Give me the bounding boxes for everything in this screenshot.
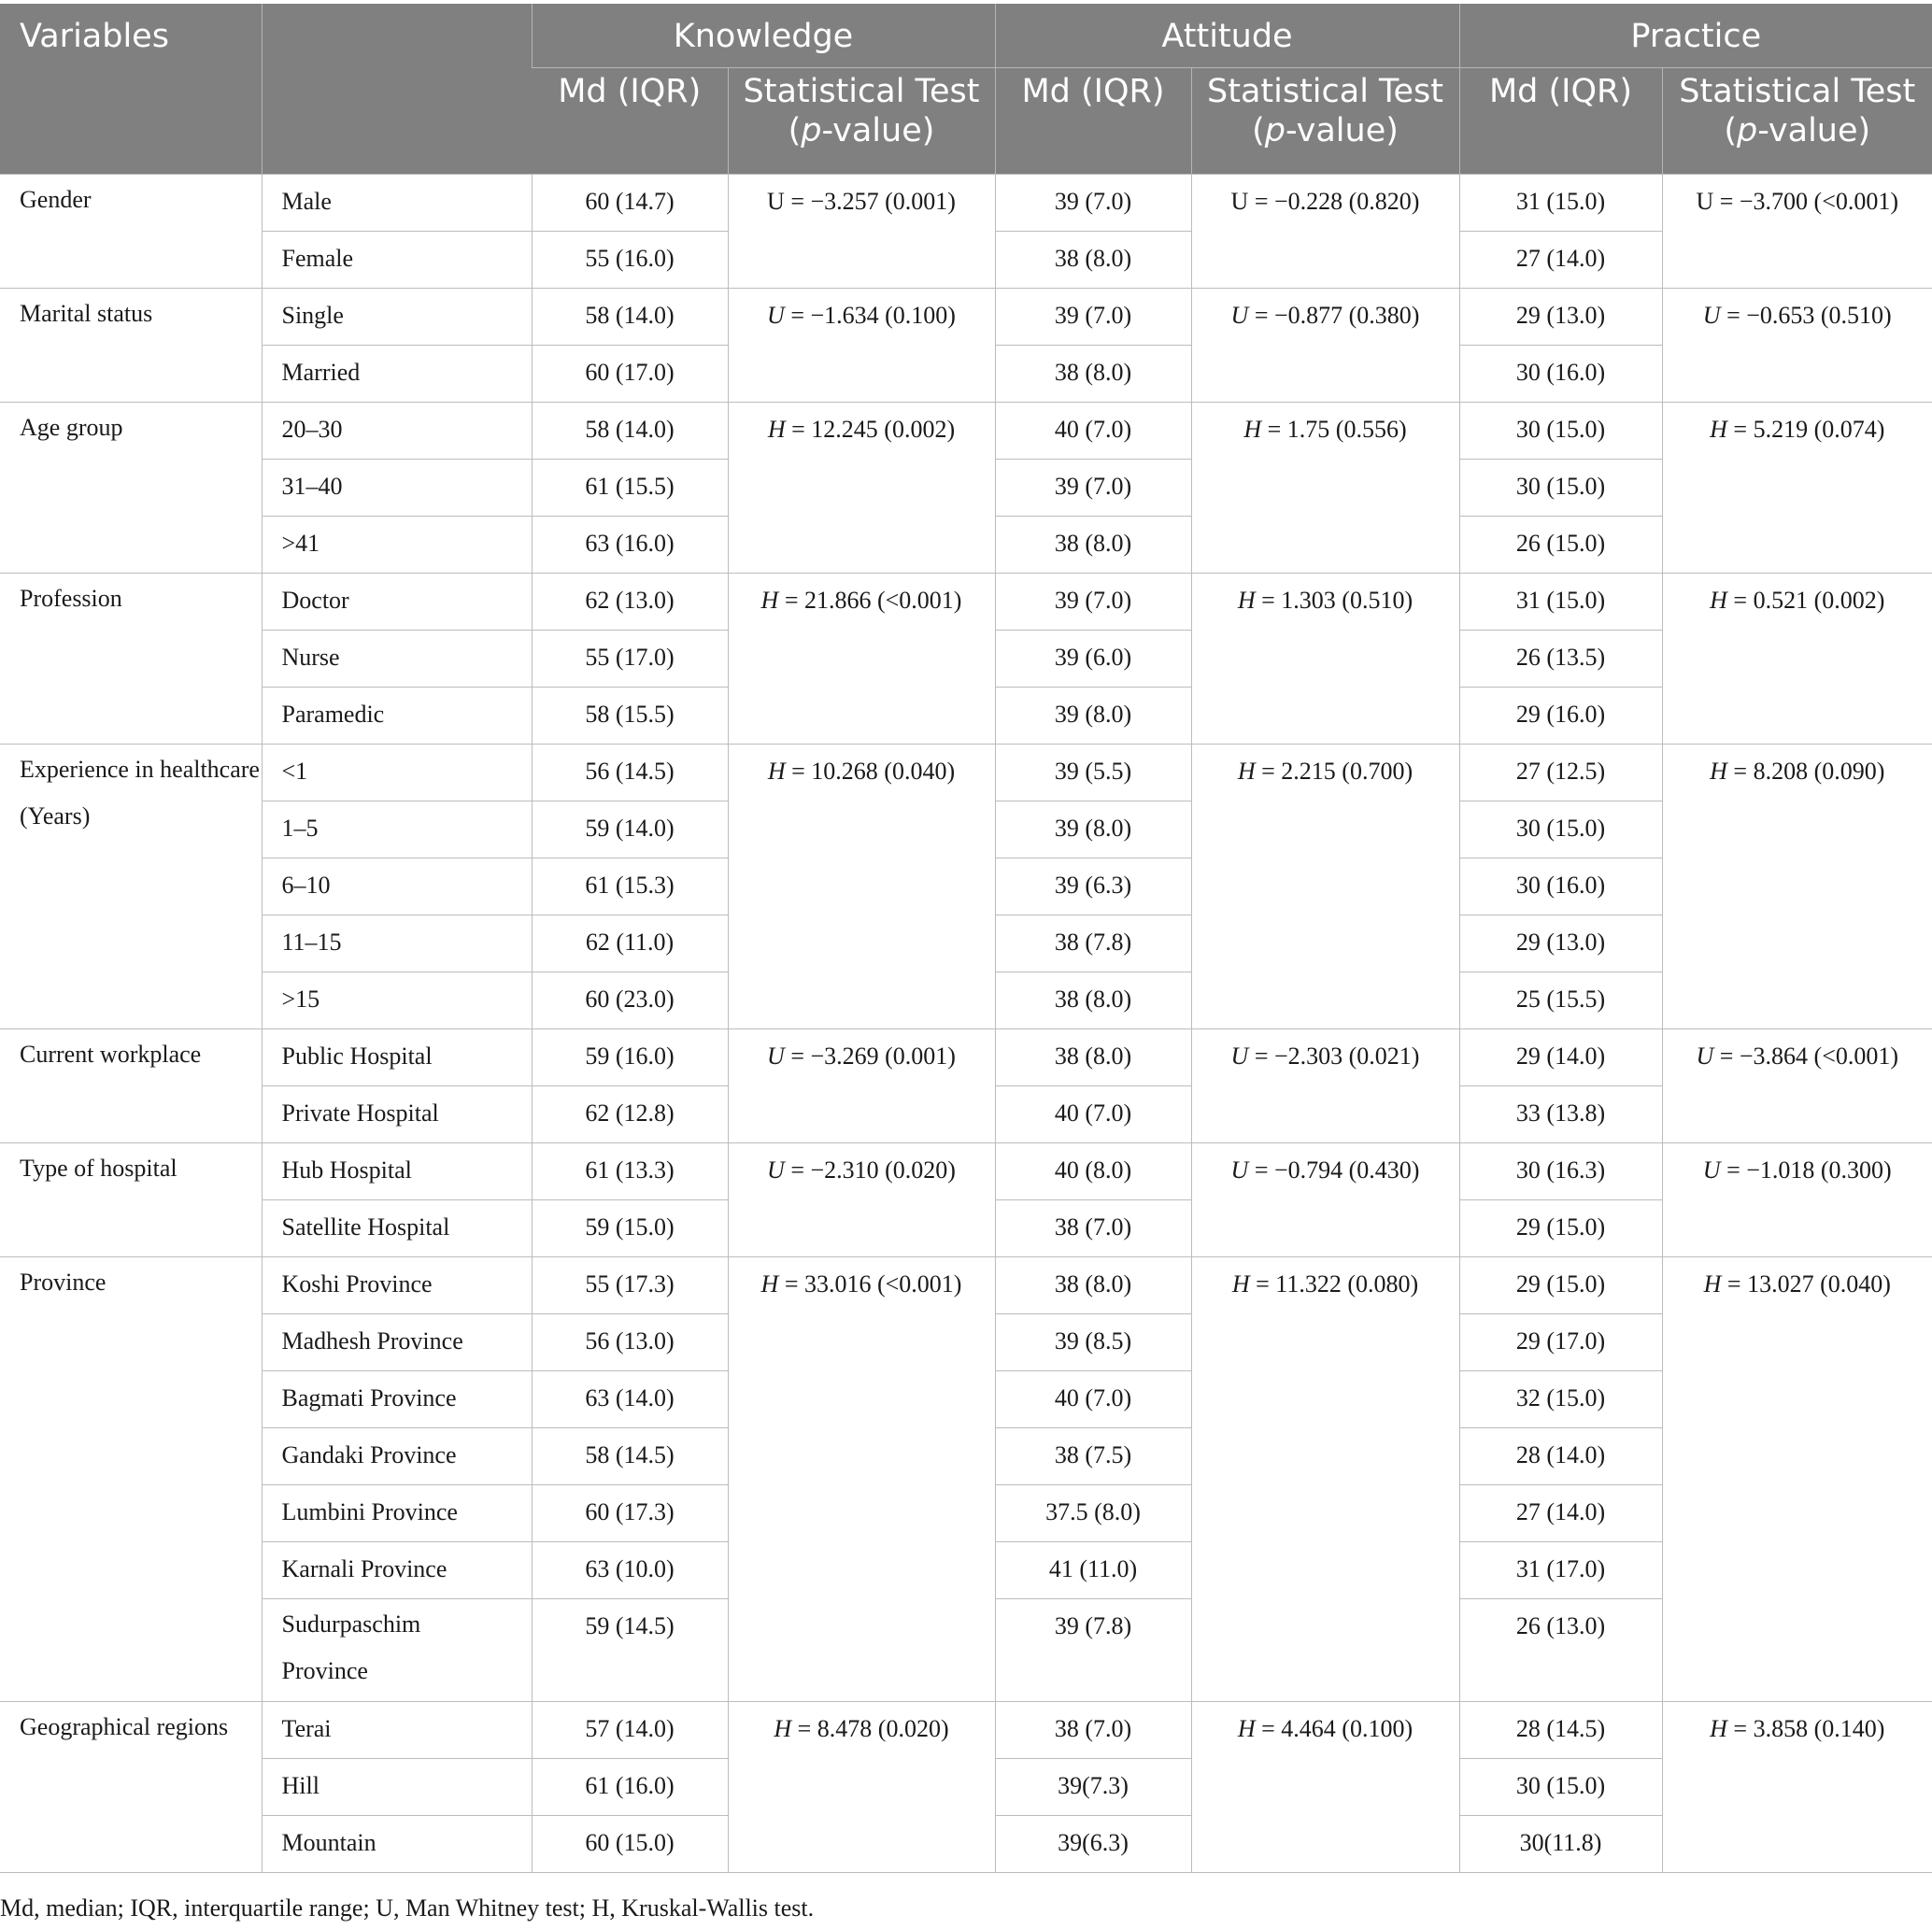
category-label: 31–40: [262, 459, 532, 516]
knowledge-md-iqr: 59 (16.0): [532, 1028, 728, 1085]
test-value: = 11.322 (0.080): [1249, 1269, 1419, 1298]
attitude-md-iqr: 41 (11.0): [995, 1541, 1191, 1598]
test-symbol: H: [774, 1714, 792, 1742]
knowledge-md-iqr: 59 (14.5): [532, 1598, 728, 1701]
test-symbol: H: [1231, 1269, 1250, 1298]
p-value-italic: p: [1264, 111, 1286, 149]
test-value: = 8.478 (0.020): [791, 1714, 949, 1742]
stat-test-label: Statistical Test: [743, 72, 980, 110]
table-footnote: Md, median; IQR, interquartile range; U, Man Whitney test; H, Kruskal-Wallis test.: [0, 1894, 815, 1922]
variable-name: Current workplace: [0, 1028, 262, 1142]
header-variables: Variables: [0, 4, 262, 174]
test-symbol: U: [1230, 1156, 1249, 1184]
test-value: = 33.016 (<0.001): [778, 1269, 962, 1298]
attitude-stat-test: [1191, 573, 1459, 744]
attitude-md-iqr: 38 (8.0): [995, 231, 1191, 288]
variable-name: Profession: [0, 573, 262, 744]
category-label: Nurse: [262, 630, 532, 687]
test-value: = −0.877 (0.380): [1248, 301, 1420, 329]
test-symbol: H: [1710, 757, 1727, 785]
test-value: = 13.027 (0.040): [1721, 1269, 1891, 1298]
practice-md-iqr: 30 (16.3): [1459, 1142, 1662, 1199]
attitude-md-iqr: 39 (7.0): [995, 459, 1191, 516]
category-label: Hub Hospital: [262, 1142, 532, 1199]
knowledge-md-iqr: 59 (15.0): [532, 1199, 728, 1256]
knowledge-md-iqr: 58 (14.5): [532, 1427, 728, 1484]
test-value: = −0.794 (0.430): [1248, 1156, 1420, 1184]
knowledge-md-iqr: 62 (11.0): [532, 915, 728, 972]
practice-md-iqr: 29 (13.0): [1459, 288, 1662, 345]
practice-stat-test: [1662, 288, 1932, 402]
attitude-md-iqr: 39 (8.5): [995, 1313, 1191, 1370]
attitude-md-iqr: 38 (8.0): [995, 345, 1191, 402]
category-label: <1: [262, 744, 532, 801]
test-symbol: H: [1710, 1714, 1727, 1742]
header-practice-md-iqr: Md (IQR): [1459, 67, 1662, 174]
knowledge-md-iqr: 57 (14.0): [532, 1701, 728, 1758]
attitude-md-iqr: 40 (7.0): [995, 402, 1191, 459]
practice-md-iqr: 30 (15.0): [1459, 1758, 1662, 1815]
attitude-md-iqr: 38 (8.0): [995, 972, 1191, 1028]
test-value: = −1.634 (0.100): [784, 301, 956, 329]
category-label: Karnali Province: [262, 1541, 532, 1598]
knowledge-md-iqr: 55 (17.0): [532, 630, 728, 687]
practice-stat-test: [1662, 1701, 1932, 1872]
attitude-md-iqr: 39(7.3): [995, 1758, 1191, 1815]
practice-md-iqr: 31 (17.0): [1459, 1541, 1662, 1598]
p-value-rest: -value): [821, 111, 935, 149]
test-symbol: H: [767, 757, 786, 785]
attitude-md-iqr: 38 (7.8): [995, 915, 1191, 972]
knowledge-md-iqr: 60 (17.0): [532, 345, 728, 402]
attitude-md-iqr: 39 (7.0): [995, 174, 1191, 231]
attitude-md-iqr: 38 (7.5): [995, 1427, 1191, 1484]
header-knowledge: Knowledge: [532, 4, 995, 67]
results-table: [0, 4, 1932, 1873]
test-value: = −1.018 (0.300): [1720, 1156, 1892, 1184]
category-label: 1–5: [262, 801, 532, 858]
test-symbol: H: [760, 586, 779, 614]
header-knowledge-stat-test: [728, 67, 995, 174]
knowledge-md-iqr: 60 (17.3): [532, 1484, 728, 1541]
knowledge-stat-test: [728, 1256, 995, 1701]
practice-md-iqr: 28 (14.5): [1459, 1701, 1662, 1758]
practice-md-iqr: 29 (13.0): [1459, 915, 1662, 972]
practice-md-iqr: 30 (16.0): [1459, 858, 1662, 915]
category-label: Hill: [262, 1758, 532, 1815]
practice-md-iqr: 30 (15.0): [1459, 459, 1662, 516]
practice-md-iqr: 29 (15.0): [1459, 1199, 1662, 1256]
test-value: = 0.521 (0.002): [1726, 586, 1885, 614]
practice-md-iqr: 31 (15.0): [1459, 174, 1662, 231]
attitude-md-iqr: 40 (7.0): [995, 1085, 1191, 1142]
practice-stat-test: [1662, 402, 1932, 573]
attitude-md-iqr: 39(6.3): [995, 1815, 1191, 1872]
test-symbol: H: [1237, 757, 1256, 785]
practice-md-iqr: 27 (12.5): [1459, 744, 1662, 801]
attitude-md-iqr: 39 (7.0): [995, 288, 1191, 345]
attitude-md-iqr: 38 (8.0): [995, 1256, 1191, 1313]
p-value-rest: -value): [1757, 111, 1871, 149]
header-practice: Practice: [1459, 4, 1932, 67]
table-row: [0, 744, 1932, 801]
knowledge-stat-test: [728, 1701, 995, 1872]
category-label: 6–10: [262, 858, 532, 915]
test-value: = −2.303 (0.021): [1248, 1042, 1420, 1070]
practice-stat-test: [1662, 174, 1932, 288]
category-label: Private Hospital: [262, 1085, 532, 1142]
attitude-md-iqr: 39 (8.0): [995, 687, 1191, 744]
p-value-italic: p: [801, 111, 822, 149]
test-value: = −0.228 (0.820): [1248, 187, 1420, 215]
knowledge-md-iqr: 61 (15.5): [532, 459, 728, 516]
attitude-md-iqr: 39 (5.5): [995, 744, 1191, 801]
test-symbol: U: [1230, 1042, 1249, 1070]
header-attitude-md-iqr: Md (IQR): [995, 67, 1191, 174]
test-value: = 4.464 (0.100): [1255, 1714, 1413, 1742]
category-label: Madhesh Province: [262, 1313, 532, 1370]
practice-md-iqr: 29 (16.0): [1459, 687, 1662, 744]
practice-md-iqr: 27 (14.0): [1459, 1484, 1662, 1541]
test-symbol: H: [1237, 1714, 1256, 1742]
category-label: Koshi Province: [262, 1256, 532, 1313]
knowledge-md-iqr: 58 (14.0): [532, 288, 728, 345]
knowledge-md-iqr: 60 (14.7): [532, 174, 728, 231]
practice-md-iqr: 30 (16.0): [1459, 345, 1662, 402]
test-symbol: U: [767, 1042, 785, 1070]
practice-md-iqr: 33 (13.8): [1459, 1085, 1662, 1142]
category-label: Mountain: [262, 1815, 532, 1872]
attitude-stat-test: [1191, 402, 1459, 573]
category-label: Paramedic: [262, 687, 532, 744]
knowledge-md-iqr: 55 (16.0): [532, 231, 728, 288]
category-label: Lumbini Province: [262, 1484, 532, 1541]
category-label: 20–30: [262, 402, 532, 459]
test-symbol: H: [1710, 586, 1727, 614]
table-row: [0, 402, 1932, 459]
knowledge-md-iqr: 59 (14.0): [532, 801, 728, 858]
attitude-stat-test: [1191, 174, 1459, 288]
knowledge-md-iqr: 61 (15.3): [532, 858, 728, 915]
attitude-stat-test: [1191, 1256, 1459, 1701]
attitude-stat-test: [1191, 288, 1459, 402]
knowledge-md-iqr: 63 (14.0): [532, 1370, 728, 1427]
test-symbol: U: [1702, 1156, 1721, 1184]
variable-name: Gender: [0, 174, 262, 288]
attitude-md-iqr: 39 (6.3): [995, 858, 1191, 915]
attitude-stat-test: [1191, 1701, 1459, 1872]
knowledge-md-iqr: 58 (15.5): [532, 687, 728, 744]
practice-md-iqr: 32 (15.0): [1459, 1370, 1662, 1427]
test-symbol: U: [767, 1156, 785, 1184]
test-symbol: H: [1237, 586, 1256, 614]
knowledge-md-iqr: 56 (13.0): [532, 1313, 728, 1370]
test-value: = −3.700 (<0.001): [1713, 187, 1899, 215]
knowledge-md-iqr: 62 (12.8): [532, 1085, 728, 1142]
practice-md-iqr: 28 (14.0): [1459, 1427, 1662, 1484]
test-value: = 21.866 (<0.001): [778, 586, 962, 614]
knowledge-md-iqr: 61 (13.3): [532, 1142, 728, 1199]
attitude-md-iqr: 37.5 (8.0): [995, 1484, 1191, 1541]
category-label: Satellite Hospital: [262, 1199, 532, 1256]
test-value: = −2.310 (0.020): [784, 1156, 956, 1184]
test-symbol: U: [1696, 187, 1714, 215]
header-attitude-stat-test: [1191, 67, 1459, 174]
category-label: Gandaki Province: [262, 1427, 532, 1484]
category-label: Bagmati Province: [262, 1370, 532, 1427]
test-value: = −3.269 (0.001): [784, 1042, 956, 1070]
test-value: = 8.208 (0.090): [1726, 757, 1885, 785]
stat-test-label: Statistical Test: [1207, 72, 1443, 110]
category-label: Terai: [262, 1701, 532, 1758]
test-value: = 5.219 (0.074): [1726, 415, 1885, 443]
test-value: = 12.245 (0.002): [785, 415, 956, 443]
category-label: >15: [262, 972, 532, 1028]
knowledge-md-iqr: 60 (15.0): [532, 1815, 728, 1872]
category-label: Public Hospital: [262, 1028, 532, 1085]
practice-md-iqr: 26 (13.5): [1459, 630, 1662, 687]
practice-md-iqr: 26 (15.0): [1459, 516, 1662, 573]
variable-name: Geographical regions: [0, 1701, 262, 1872]
attitude-md-iqr: 38 (8.0): [995, 1028, 1191, 1085]
knowledge-md-iqr: 61 (16.0): [532, 1758, 728, 1815]
header-practice-stat-test: [1662, 67, 1932, 174]
knowledge-stat-test: [728, 744, 995, 1028]
table-row: [0, 174, 1932, 231]
test-symbol: U: [767, 301, 785, 329]
table-row: [0, 1701, 1932, 1758]
variable-name: Experience in healthcare (Years): [0, 744, 262, 1028]
knowledge-stat-test: [728, 1028, 995, 1142]
attitude-md-iqr: 38 (7.0): [995, 1199, 1191, 1256]
p-value-italic: p: [1737, 111, 1758, 149]
p-value-open: (: [1724, 111, 1737, 149]
practice-md-iqr: 25 (15.5): [1459, 972, 1662, 1028]
knowledge-stat-test: [728, 174, 995, 288]
attitude-md-iqr: 39 (7.8): [995, 1598, 1191, 1701]
knowledge-md-iqr: 58 (14.0): [532, 402, 728, 459]
test-value: = 10.268 (0.040): [785, 757, 956, 785]
knowledge-md-iqr: 63 (16.0): [532, 516, 728, 573]
knowledge-md-iqr: 55 (17.3): [532, 1256, 728, 1313]
practice-stat-test: [1662, 744, 1932, 1028]
header-attitude: Attitude: [995, 4, 1459, 67]
table-row: [0, 1028, 1932, 1085]
table-row: [0, 573, 1932, 630]
header-knowledge-md-iqr: Md (IQR): [532, 67, 728, 174]
category-label: >41: [262, 516, 532, 573]
practice-md-iqr: 31 (15.0): [1459, 573, 1662, 630]
test-symbol: U: [1230, 301, 1249, 329]
p-value-rest: -value): [1285, 111, 1399, 149]
test-symbol: H: [1243, 415, 1262, 443]
test-symbol: U: [1230, 187, 1249, 215]
test-value: = 3.858 (0.140): [1726, 1714, 1885, 1742]
attitude-md-iqr: 39 (6.0): [995, 630, 1191, 687]
test-symbol: H: [1703, 1269, 1722, 1298]
category-label: Single: [262, 288, 532, 345]
table-row: [0, 288, 1932, 345]
p-value-open: (: [1252, 111, 1265, 149]
p-value-open: (: [788, 111, 802, 149]
variable-name: Province: [0, 1256, 262, 1701]
practice-md-iqr: 30 (15.0): [1459, 801, 1662, 858]
practice-md-iqr: 30 (15.0): [1459, 402, 1662, 459]
attitude-md-iqr: 38 (8.0): [995, 516, 1191, 573]
test-value: = −3.864 (<0.001): [1713, 1042, 1899, 1070]
header-blank: [262, 4, 532, 174]
attitude-md-iqr: 39 (8.0): [995, 801, 1191, 858]
attitude-stat-test: [1191, 1028, 1459, 1142]
knowledge-md-iqr: 60 (23.0): [532, 972, 728, 1028]
attitude-md-iqr: 39 (7.0): [995, 573, 1191, 630]
table-row: [0, 1142, 1932, 1199]
knowledge-md-iqr: 62 (13.0): [532, 573, 728, 630]
practice-md-iqr: 29 (15.0): [1459, 1256, 1662, 1313]
test-symbol: H: [760, 1269, 779, 1298]
variable-name: Type of hospital: [0, 1142, 262, 1256]
test-symbol: U: [1696, 1042, 1714, 1070]
variable-name: Age group: [0, 402, 262, 573]
category-label: Female: [262, 231, 532, 288]
practice-stat-test: [1662, 1256, 1932, 1701]
test-value: = −3.257 (0.001): [784, 187, 956, 215]
knowledge-stat-test: [728, 573, 995, 744]
practice-md-iqr: 27 (14.0): [1459, 231, 1662, 288]
test-symbol: H: [767, 415, 786, 443]
knowledge-stat-test: [728, 1142, 995, 1256]
table-container: [0, 4, 1932, 1873]
practice-md-iqr: 29 (14.0): [1459, 1028, 1662, 1085]
attitude-stat-test: [1191, 744, 1459, 1028]
test-value: = 1.303 (0.510): [1255, 586, 1413, 614]
attitude-stat-test: [1191, 1142, 1459, 1256]
practice-stat-test: [1662, 573, 1932, 744]
test-symbol: H: [1710, 415, 1727, 443]
table-row: [0, 1256, 1932, 1313]
test-value: = −0.653 (0.510): [1720, 301, 1892, 329]
test-value: = 1.75 (0.556): [1261, 415, 1407, 443]
variable-name: Marital status: [0, 288, 262, 402]
category-label: 11–15: [262, 915, 532, 972]
practice-md-iqr: 30(11.8): [1459, 1815, 1662, 1872]
category-label: Married: [262, 345, 532, 402]
knowledge-stat-test: [728, 288, 995, 402]
attitude-md-iqr: 38 (7.0): [995, 1701, 1191, 1758]
practice-stat-test: [1662, 1142, 1932, 1256]
practice-md-iqr: 26 (13.0): [1459, 1598, 1662, 1701]
category-label: Male: [262, 174, 532, 231]
table-header: [0, 4, 1932, 174]
knowledge-md-iqr: 63 (10.0): [532, 1541, 728, 1598]
test-value: = 2.215 (0.700): [1255, 757, 1413, 785]
attitude-md-iqr: 40 (8.0): [995, 1142, 1191, 1199]
attitude-md-iqr: 40 (7.0): [995, 1370, 1191, 1427]
category-label: Sudurpaschim Province: [262, 1598, 532, 1701]
knowledge-stat-test: [728, 402, 995, 573]
knowledge-md-iqr: 56 (14.5): [532, 744, 728, 801]
test-symbol: U: [767, 187, 785, 215]
test-symbol: U: [1702, 301, 1721, 329]
stat-test-label: Statistical Test: [1679, 72, 1916, 110]
category-label: Doctor: [262, 573, 532, 630]
table-body: [0, 174, 1932, 1872]
practice-md-iqr: 29 (17.0): [1459, 1313, 1662, 1370]
practice-stat-test: [1662, 1028, 1932, 1142]
